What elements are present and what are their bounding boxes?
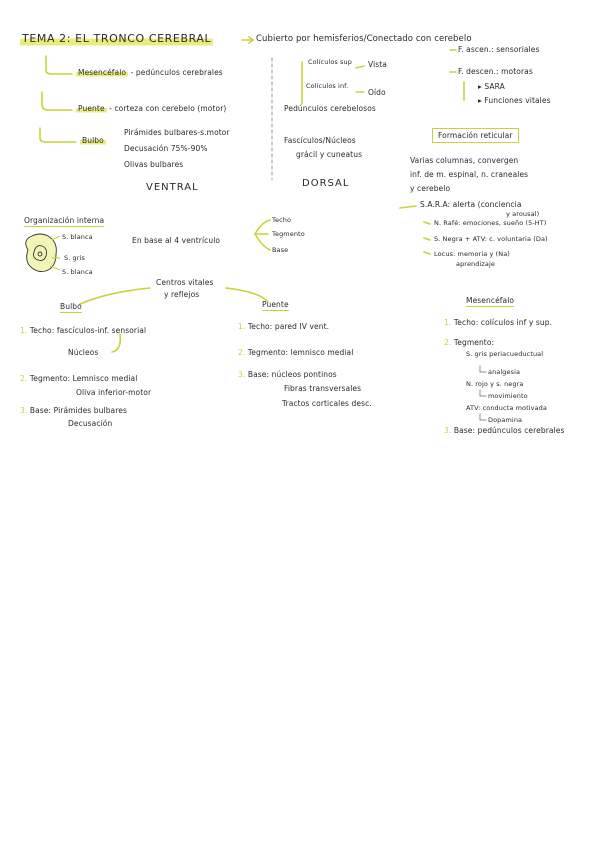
mes-atv: ATV: conducta motivada [466,404,547,412]
funciones-item: ▸ Funciones vitales [478,96,551,105]
rafe-line: N. Rafé: emociones, sueño (5-HT) [434,219,547,227]
locus-line: Locus: memoria y (Na) [434,250,510,258]
coliculos-sup: Colículos sup [308,58,352,66]
bulbo-tegmento: Tegmento: Lemnisco medial [29,374,138,383]
centros-title-1: Centros vitales [156,278,214,287]
puente-num-3: 3. [238,370,246,379]
bulbo-item-1: Pirámides bulbares-s.motor [124,128,230,137]
bulbo-section-title: Bulbo [60,302,82,311]
bulbo-oliva: Oliva inferior-motor [76,388,152,397]
bulbo-techo: Techo: fascículos-inf. sensorial [29,326,147,335]
formacion-desc-3: y cerebelo [410,184,451,193]
f-descendentes: F. descen.: motoras [458,67,533,76]
puente-num-2: 2. [238,348,246,357]
bulbo-decusacion: Decusación [68,419,113,428]
funciones-text: Funciones vitales [484,96,551,105]
puente-label: Puente [78,104,105,113]
puente-tractos: Tractos corticales desc. [282,399,372,408]
tegmento-label: Tegmento [272,230,305,238]
bulbo-label: Bulbo [82,136,104,145]
ventral-heading: VENTRAL [146,182,199,193]
mes-num-2: 2. [444,338,452,347]
puente-section-title: Puente [262,300,289,309]
puente-tegmento: Tegmento: lemnisco medial [247,348,354,357]
bulbo-num-1: 1. [20,326,28,335]
s-gris: S. gris [64,254,85,262]
centros-title-2: y reflejos [164,290,200,299]
formacion-desc-1: Varias columnas, convergen [410,156,519,165]
puente-fibras: Fibras transversales [284,384,362,393]
mes-num-3: 3. [444,426,452,435]
f-ascendentes: F. ascen.: sensoriales [458,45,540,54]
mes-tegmento: Tegmento: [453,338,495,347]
puente-num-1: 1. [238,322,246,331]
mes-num-1: 1. [444,318,452,327]
page-title: TEMA 2: EL TRONCO CEREBRAL [22,32,212,45]
bulbo-item-3: Olivas bulbares [124,160,184,169]
mes-analgesia: analgesia [488,368,521,376]
mesencefalo-text: pedúnculos cerebrales [135,68,223,77]
puente-techo: Techo: pared IV vent. [247,322,330,331]
s-blanca-1: S. blanca [62,233,93,241]
bulbo-item-2: Decusación 75%-90% [124,144,208,153]
bulbo-num-3: 3. [20,406,28,415]
fasciculos-gracil: grácil y cuneatus [296,150,363,159]
locus-line-2: aprendizaje [456,260,495,268]
bulbo-base: Base: Pirámides bulbares [29,406,127,415]
vista-label: Vista [368,60,387,69]
mes-movimiento: movimiento [488,392,528,400]
dorsal-heading: DORSAL [302,178,350,189]
puente-base: Base: núcleos pontinos [247,370,337,379]
s-blanca-2: S. blanca [62,268,93,276]
mes-base: Base: pedúnculos cerebrales [453,426,565,435]
negra-atv-line: S. Negra + ATV: c. voluntaria (Da) [434,235,548,243]
fasciculos-nucleos: Fascículos/Núcleos [284,136,356,145]
mesencefalo-section-title: Mesencéfalo [466,296,515,305]
notes-page: TEMA 2: EL TRONCO CEREBRAL Cubierto por hemisferios/Conectado con cerebelo Mesencéfalo - pedúnculos cerebrales Puente - corteza con cerebelo (motor) Bulbo Pirámides bulbares-s.motor Decusación 75%-90% Olivas bulbares VENTRAL Colículos sup Vista Colículos inf. Oído Pedúnculos cerebelosos Fascículos/Núcleos grácil y cuneatus DORSAL F. ascen.: sensoriales F. descen.: motoras ▸ SARA ▸ Funciones vitales Formación reticular Varias columnas, convergen inf. de m. espinal, n. craneales y cerebelo S.A.R.A: alerta (conciencia y arousal) N. Rafé: emociones, sueño (5-HT) S. Negra + ATV: c. voluntaria (Da) Locus: memoria y (Na) aprendizaje Organización interna S. blanca S. gris S. blanca En base al 4 ventrículo Techo Tegmento Base Centros vitales y reflejos Bulbo 1. Techo: fascículos-inf. sensorial Núcleos 2. Tegmento: Lemnisco medial Oliva inferior-motor 3. Base: Pirámides bulbares Decusación Puente 1. Techo: pared IV vent. 2. Tegmento: lemnisco medial 3. Base: núcleos pontinos Fibras transversales Tractos corticales desc. Mesencéfalo 1. Techo: colículos inf y sup. 2. Tegmento: S. gris periacueductual analgesia N. rojo y s. negra movimiento ATV: conducta motivada Dopamina 3. Base: pedúnculos cerebrales [0,0,600,848]
formacion-desc-2: inf. de m. espinal, n. craneales [410,170,529,179]
brainstem-section-icon [26,234,60,272]
mes-n-rojo: N. rojo y s. negra [466,380,524,388]
sara-item: ▸ SARA [478,82,505,91]
sara-definition-2: y arousal) [506,210,540,218]
header-note: Cubierto por hemisferios/Conectado con cerebelo [256,34,472,44]
bulbo-nucleos: Núcleos [68,348,99,357]
mesencefalo-label: Mesencéfalo [78,68,127,77]
mes-techo: Techo: colículos inf y sup. [453,318,553,327]
formacion-reticular-title: Formación reticular [432,128,519,143]
organizacion-title: Organización interna [24,216,105,225]
coliculos-inf: Colículos inf. [306,82,349,90]
techo-label: Techo [272,216,292,224]
sara-text: SARA [484,82,505,91]
mes-dopamina: Dopamina [488,416,523,424]
base-4-ventriculo: En base al 4 ventrículo [132,236,221,245]
puente-text: corteza con cerebelo (motor) [114,104,227,113]
mes-s-gris: S. gris periacueductual [466,350,544,358]
bulbo-num-2: 2. [20,374,28,383]
pedunculos-cerebelosos: Pedúnculos cerebelosos [284,104,376,113]
oido-label: Oído [368,88,386,97]
sara-definition: S.A.R.A: alerta (conciencia [420,200,522,209]
base-label: Base [272,246,289,254]
